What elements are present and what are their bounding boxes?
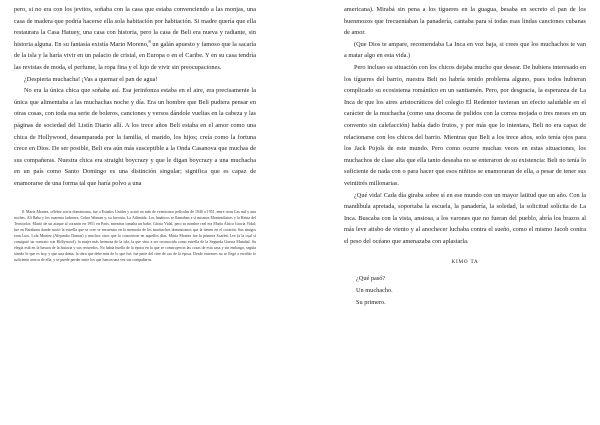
paragraph-dialog: ¿Despierta muchacha! ¡Vas a quemar el pan de agua! [24,75,158,83]
section-separator: KIMO TA [451,259,479,266]
paragraph-continued: pero, si no era con los jevitos, soñaba con la casa que estaba convenciendo a las monjas, una casa de madera que podría hacerse ella sola habitación por habitación. Si madre quería que ella restaurara la Casa Hatuey, una casa con historia, pero la casa de Beli era nueva y radiante, sin historia alguna. En su fantasía existía Mario Moreno,$^8$ un galán apuesto y famoso que la sacaría de la isla y la haría vivir en un palacio de cristal, en Europa o en el Caribe. Y en su casa tendría las revistas de moda, el perfume, la ropa fina y el lujo de vivir sin preocupaciones. [14,6,256,71]
right-page [344,4,586,308]
paragraph-body: No era la única chica que soñaba así. Esa jerinfonza estaba en el aire, era precisamente la única que alimentaba a las muchachas noche y día. Era un hombre que Beli pudiera pensar en otras cosas, con toda esa serie de boleros, canciones y versos dándole vueltas en la cabeza y las páginas de sociedad del Listín Diario allí. A los trece años Beli estaba en el amor como una chica de Hollywood, desamparada por la familia, el marido, los hijos; creía como la fortuna crece en Dios. De ser posible, Beli era aún más susceptible a la Onda Casanova que muchas de sus compañeras. Nuestra chica era straight boycrazy y que le digan boycrazy a una muchacha en un país como Santo Domingo es una distinción singular; significa que es capaz de enamorarse de una forma tal que haría polvo a una [14,87,256,187]
left-page [14,4,256,263]
paragraph-body: ¿Qué vida! Cada día giraba sobre sí en ese mundo con un mayor latitud que un año. Con la mandíbula apretada, soportaba la escuela, la panadería, la soledad, la solicitud solícita de La Inca. Buscaba con la vista, ansiosa, a los varones que no fueran del pueblo, abría los brazos al más leve atisbo de viento y al anochecer luchaba contra el sueño, como el mismo Jacob contra el peso del océano que amenazaba con aplastarla. [344,191,586,245]
dialog-line: ¿Qué pasó? [356,275,386,283]
paragraph-body: Pero incluso su situación con los chicos dejaba mucho que desear. De hubiera interesado en los tígueres del barrio, nuestra Beli no habría tenido problema alguno, pues todos hubieran complicado su ecosistema romántico en un santiamén. Pero, por desgracia, la esperanza de La Inca de que los aires aristocráticos del colegio El Redentor tuvieran un efecto saludable en el carácter de la muchacha (como una docena de pulidos con la correa mojada o tres meses en un convento sin calefacción) había dado frutos, y por más que lo intentara, Beli no era capaz de relacionarse con los chicos del barrio. Mientras que Beli a los trece años, solo tenía ojos para los Jack Pujols de este mundo. Pero como ocurre muchas veces en estas situaciones, los muchachos de clase alta que ella tanto deseaba no se enteraron de su existencia: Beli no tenía lo suficiente de nada con o para hacer que esos niñitos se enamoraran de ella, a pesar de tener sus veintitrés millonarias. [344,63,586,187]
paragraph-continued: americana). Mirabá sin pena a los tígueres en la guagua, besaba en secreto el pan de los buenmozos que frecuentaban la panadería, cantaba para sí todas esas lindas canciones cubanas de amor. [344,6,586,37]
footnote: 8. María Montez, célebre actriz dominicana, fue a Estados Unidos y actuó en más de veinticinco películas de 1940 a 1951, entre otras Las mil y una noches, Alí Baba y los cuarenta ladrones, Cobra Woman y, su favorita, La Atlántida. Los fanáticos se llamaban a sí mismos Montezólatras y la Reina del Tecnicolor. Murió de un ataque al corazón en 1951 en París, mientras tomaba un baño. Gloria Vidal, pero su nombre real era María África Gracia Vidal; fue en Barahona donde nació la estrella que se cree se encuentra en la memoria de los muchachos dominicanos que la tienen en el corazón. Sus amigos eran Luis, Lola Montez (Alejandro Dumas) y muchos otros que la conocieron en aquellos días. María Montez fue la primera Scarlett Lee (a la cual sí consiguió un contrato con Hollywood), la mujer más hermosa de la isla, la que vino a ser reconocida como estrella de la Segunda Guerra Mundial. Su elegía está en la basura de la historia y sus recuerdos. No había huella de la época en la que se construyeron las cosas de esta casa y sin embargo, seguía siendo lo que es hoy, y que una dama, la obra que debe más de lo que fue, fue parte del cine de oro de la época. Desde entonces no se llegó a escribir lo suficiente acerca de ella, y se puede perder entre los que fueron una vez sus compañeros. [14,209,256,263]
paragraph-aside: (Que Dios te ampare, recomendaba La Inca en voz baja, si crees que los muchachos te van a matar algo en esta vida.) [344,40,586,60]
dialog-line: Su primero. [356,298,386,306]
dialog-line: Un muchacho. [356,287,393,295]
footnote-marker: 8 [148,38,151,44]
